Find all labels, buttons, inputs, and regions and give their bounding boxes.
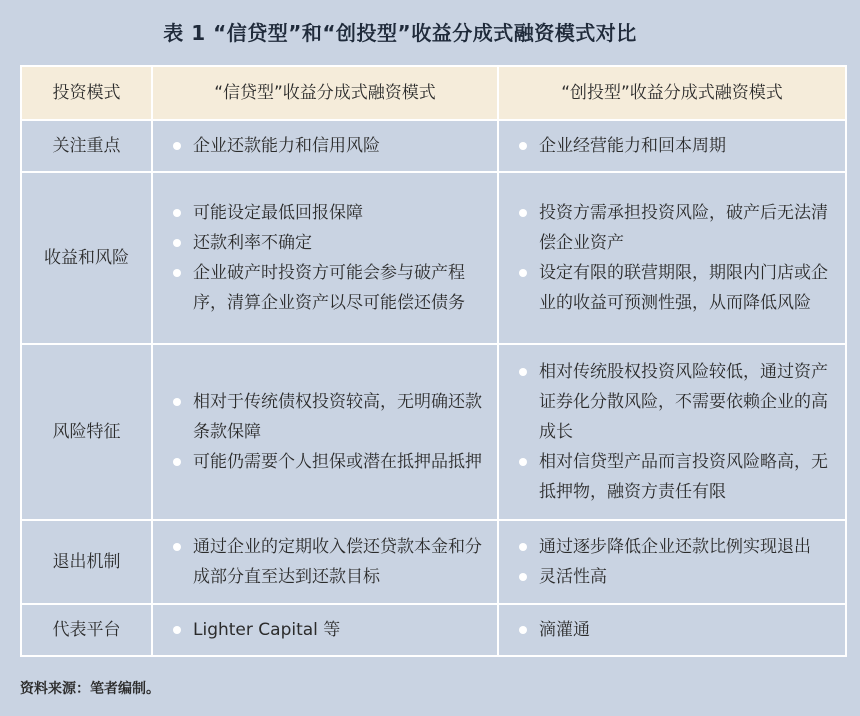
credit-type-cell xyxy=(152,344,498,520)
venture-type-cell xyxy=(498,120,846,172)
bullet-item xyxy=(517,562,835,592)
bullet-list xyxy=(153,615,497,645)
credit-type-cell xyxy=(152,520,498,604)
credit-type-cell xyxy=(152,604,498,656)
bullet-text: 滴灌通 xyxy=(539,620,590,640)
bullet-dot-icon xyxy=(173,239,181,247)
bullet-text: 企业经营能力和回本周期 xyxy=(539,136,726,156)
bullet-text: 企业还款能力和信用风险 xyxy=(193,136,380,156)
bullet-dot-icon xyxy=(519,209,527,217)
bullet-item xyxy=(517,258,835,318)
bullet-item xyxy=(171,447,487,477)
bullet-item xyxy=(171,387,487,447)
credit-type-cell xyxy=(152,172,498,344)
bullet-dot-icon xyxy=(519,368,527,376)
bullet-list xyxy=(153,131,497,161)
row-label: 退出机制 xyxy=(21,520,152,604)
bullet-list xyxy=(499,131,845,161)
bullet-dot-icon xyxy=(519,269,527,277)
bullet-text: 可能仍需要个人担保或潜在抵押品抵押 xyxy=(193,452,482,472)
bullet-dot-icon xyxy=(173,142,181,150)
bullet-dot-icon xyxy=(173,269,181,277)
bullet-text: 相对传统股权投资风险较低，通过资产证券化分散风险，不需要依赖企业的高成长 xyxy=(539,362,828,442)
bullet-text: 通过逐步降低企业还款比例实现退出 xyxy=(539,537,811,557)
row-label: 关注重点 xyxy=(21,120,152,172)
bullet-text: 设定有限的联营期限，期限内门店或企业的收益可预测性强，从而降低风险 xyxy=(539,263,828,313)
bullet-item xyxy=(517,198,835,258)
bullet-list xyxy=(153,532,497,592)
header-venture-type: “创投型”收益分成式融资模式 xyxy=(498,66,846,120)
venture-type-cell xyxy=(498,172,846,344)
header-credit-type: “信贷型”收益分成式融资模式 xyxy=(152,66,498,120)
bullet-dot-icon xyxy=(519,458,527,466)
bullet-text: 可能设定最低回报保障 xyxy=(193,203,363,223)
row-label: 收益和风险 xyxy=(21,172,152,344)
table-row xyxy=(21,520,846,604)
table-row xyxy=(21,344,846,520)
row-label: 代表平台 xyxy=(21,604,152,656)
bullet-text: 企业破产时投资方可能会参与破产程序，清算企业资产以尽可能偿还债务 xyxy=(193,263,465,313)
table-row xyxy=(21,120,846,172)
table-row xyxy=(21,172,846,344)
bullet-list xyxy=(153,198,497,318)
bullet-text: 投资方需承担投资风险，破产后无法清偿企业资产 xyxy=(539,203,828,253)
credit-type-cell xyxy=(152,120,498,172)
bullet-list xyxy=(499,615,845,645)
bullet-dot-icon xyxy=(173,398,181,406)
bullet-item xyxy=(517,615,835,645)
venture-type-cell xyxy=(498,344,846,520)
table-title: 表 1 “信贷型”和“创投型”收益分成式融资模式对比 xyxy=(163,21,637,45)
bullet-item xyxy=(171,258,487,318)
bullet-list xyxy=(499,532,845,592)
header-row xyxy=(21,66,846,120)
row-label: 风险特征 xyxy=(21,344,152,520)
bullet-dot-icon xyxy=(173,209,181,217)
bullet-text: 还款利率不确定 xyxy=(193,233,312,253)
bullet-dot-icon xyxy=(173,626,181,634)
bullet-dot-icon xyxy=(519,626,527,634)
venture-type-cell xyxy=(498,604,846,656)
bullet-dot-icon xyxy=(519,142,527,150)
bullet-item xyxy=(517,532,835,562)
bullet-text: Lighter Capital 等 xyxy=(193,620,341,640)
venture-type-cell xyxy=(498,520,846,604)
bullet-item xyxy=(517,131,835,161)
bullet-item xyxy=(517,447,835,507)
table-row xyxy=(21,604,846,656)
bullet-item xyxy=(171,131,487,161)
bullet-text: 相对信贷型产品而言投资风险略高，无抵押物，融资方责任有限 xyxy=(539,452,828,502)
bullet-text: 相对于传统债权投资较高，无明确还款条款保障 xyxy=(193,392,482,442)
bullet-item xyxy=(171,198,487,228)
source-note: 资料来源：笔者编制。 xyxy=(20,681,160,697)
bullet-dot-icon xyxy=(519,573,527,581)
header-investment-mode: 投资模式 xyxy=(21,66,152,120)
comparison-table xyxy=(20,65,847,657)
bullet-dot-icon xyxy=(173,543,181,551)
bullet-item xyxy=(171,228,487,258)
bullet-text: 灵活性高 xyxy=(539,567,607,587)
bullet-item xyxy=(171,532,487,592)
bullet-item xyxy=(171,615,487,645)
bullet-list xyxy=(153,387,497,477)
bullet-list xyxy=(499,357,845,507)
bullet-text: 通过企业的定期收入偿还贷款本金和分成部分直至达到还款目标 xyxy=(193,537,482,587)
bullet-dot-icon xyxy=(173,458,181,466)
bullet-item xyxy=(517,357,835,447)
bullet-dot-icon xyxy=(519,543,527,551)
bullet-list xyxy=(499,198,845,318)
